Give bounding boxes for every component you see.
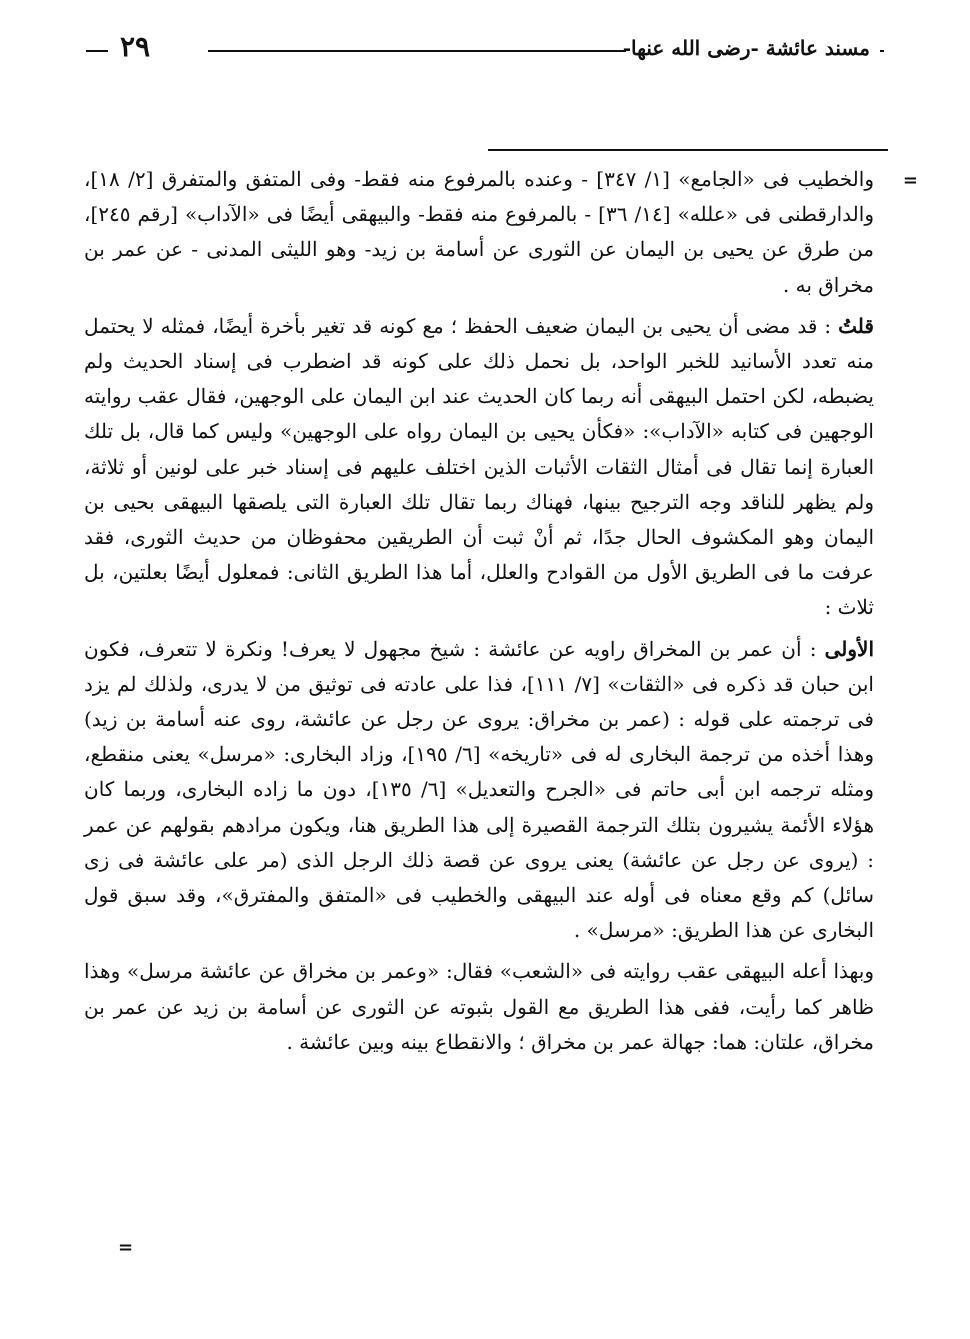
paragraph-conclusion [84, 954, 874, 1060]
paragraph-text: وبهذا أعله البيهقى عقب روايته فى «الشعب» فقال: «وعمر بن مخراق عن عائشة مرسل» وهذا ظاهر كما رأيت، ففى هذا الطريق مع القول بثبوته عن الثورى عن أسامة بن زيد عن عمر بن مخراق، علتان: هما: جهالة عمر بن مخراق ؛ والانقطاع بينه وبين عائشة . [84, 959, 874, 1054]
continuation-mark-end: = [118, 1237, 134, 1258]
paragraph-text: : قد مضى أن يحيى بن اليمان ضعيف الحفظ ؛ مع كونه قد تغير بأخرة أيضًا، فمثله لا يحتمل منه تعدد الأسانيد للخبر الواحد، بل نحمل ذلك على كونه قد اضطرب فى إسناد الحديث ولم يضبطه، لكن احتمل البيهقى أنه ربما كان الحديث عند ابن اليمان على الوجهين، فقال عقب روايته الوجهين فى كتابه «الآداب»: «فكأن يحيى بن اليمان رواه على الوجهين» وليس كما قال، بل تلك العبارة إنما تقال فى أمثال الثقات الأثبات الذين اختلف عليهم فى إسناد خبر على لونين أو ثلاثة، ولم يظهر للناقد وجه الترجيح بينها، فهناك ربما تقال تلك العبارة التى يلصقها البيهقى بحيى بن اليمان وهو المكشوف الحال جدًا، ثم أنْ ثبت أن الطريقين محفوظان من حديث الثورى، فقد عرفت ما فى الطريق الأول من القوادح والعلل، أما هذا الطريق الثانى: فمعلول أيضًا بعلتين، بل ثلاث : [84, 313, 874, 620]
paragraph-qultu [84, 309, 874, 626]
footnote-body [84, 162, 874, 1066]
paragraph-lead: قلتُ [838, 313, 874, 338]
page-header [86, 30, 884, 70]
header-rule-middle [208, 50, 626, 52]
paragraph-text: والخطيب فى «الجامع» [١/ ٣٤٧] - وعنده بالمرفوع منه فقط- وفى المتفق والمتفرق [٢/ ١٨]، والدارقطنى فى «علله» [١٤/ ٣٦] - بالمرفوع منه فقط- والبيهقى أيضًا فى «الآداب» [رقم ٢٤٥]، من طرق عن يحيى بن اليمان عن الثورى عن أسامة بن زيد- وهو الليثى المدنى - عن عمر بن مخراق به . [84, 167, 874, 297]
paragraph-ula [84, 632, 874, 949]
paragraph-lead: الأولى [824, 636, 875, 661]
header-rule-left [86, 50, 108, 52]
page-number: ٢٩ [120, 30, 151, 63]
paragraph-sources [84, 162, 874, 303]
running-title: مسند عائشة -رضى الله عنها- [622, 36, 870, 60]
paragraph-text: : أن عمر بن المخراق راويه عن عائشة : شيخ مجهول لا يعرف! ونكرة لا تتعرف، فكون ابن حبان قد ذكره فى «الثقات» [٧/ ١١١]، فذا على عادته فى توثيق من لا يدرى، ولذلك لم يزد فى ترجمته على قوله : (عمر بن مخراق: يروى عن رجل عن عائشة، روى عنه أسامة بن زيد) وهذا أخذه من ترجمة البخارى له فى «تاريخه» [٦/ ١٩٥]، وزاد البخارى: «مرسل» يعنى منقطع، ومثله ترجمه ابن أبى حاتم فى «الجرح والتعديل» [٦/ ١٣٥]، دون ما زاده البخارى، وربما كان هؤلاء الأئمة يشيرون بتلك الترجمة القصيرة إلى هذا الطريق هنا، ويكون مرادهم بقولهم عن عمر : (يروى عن رجل عن عائشة) يعنى يروى عن قصة ذلك الرجل الذى (مر على عائشة فى زى سائل) كم وقع معناه فى أوله عند البيهقى والخطيب فى «المتفق والمفترق»، وقد سبق قول البخارى عن هذا الطريق: «مرسل» . [84, 636, 874, 943]
continuation-mark-start: = [902, 170, 918, 191]
header-rule-right [880, 50, 884, 52]
footnote-separator [488, 149, 888, 151]
